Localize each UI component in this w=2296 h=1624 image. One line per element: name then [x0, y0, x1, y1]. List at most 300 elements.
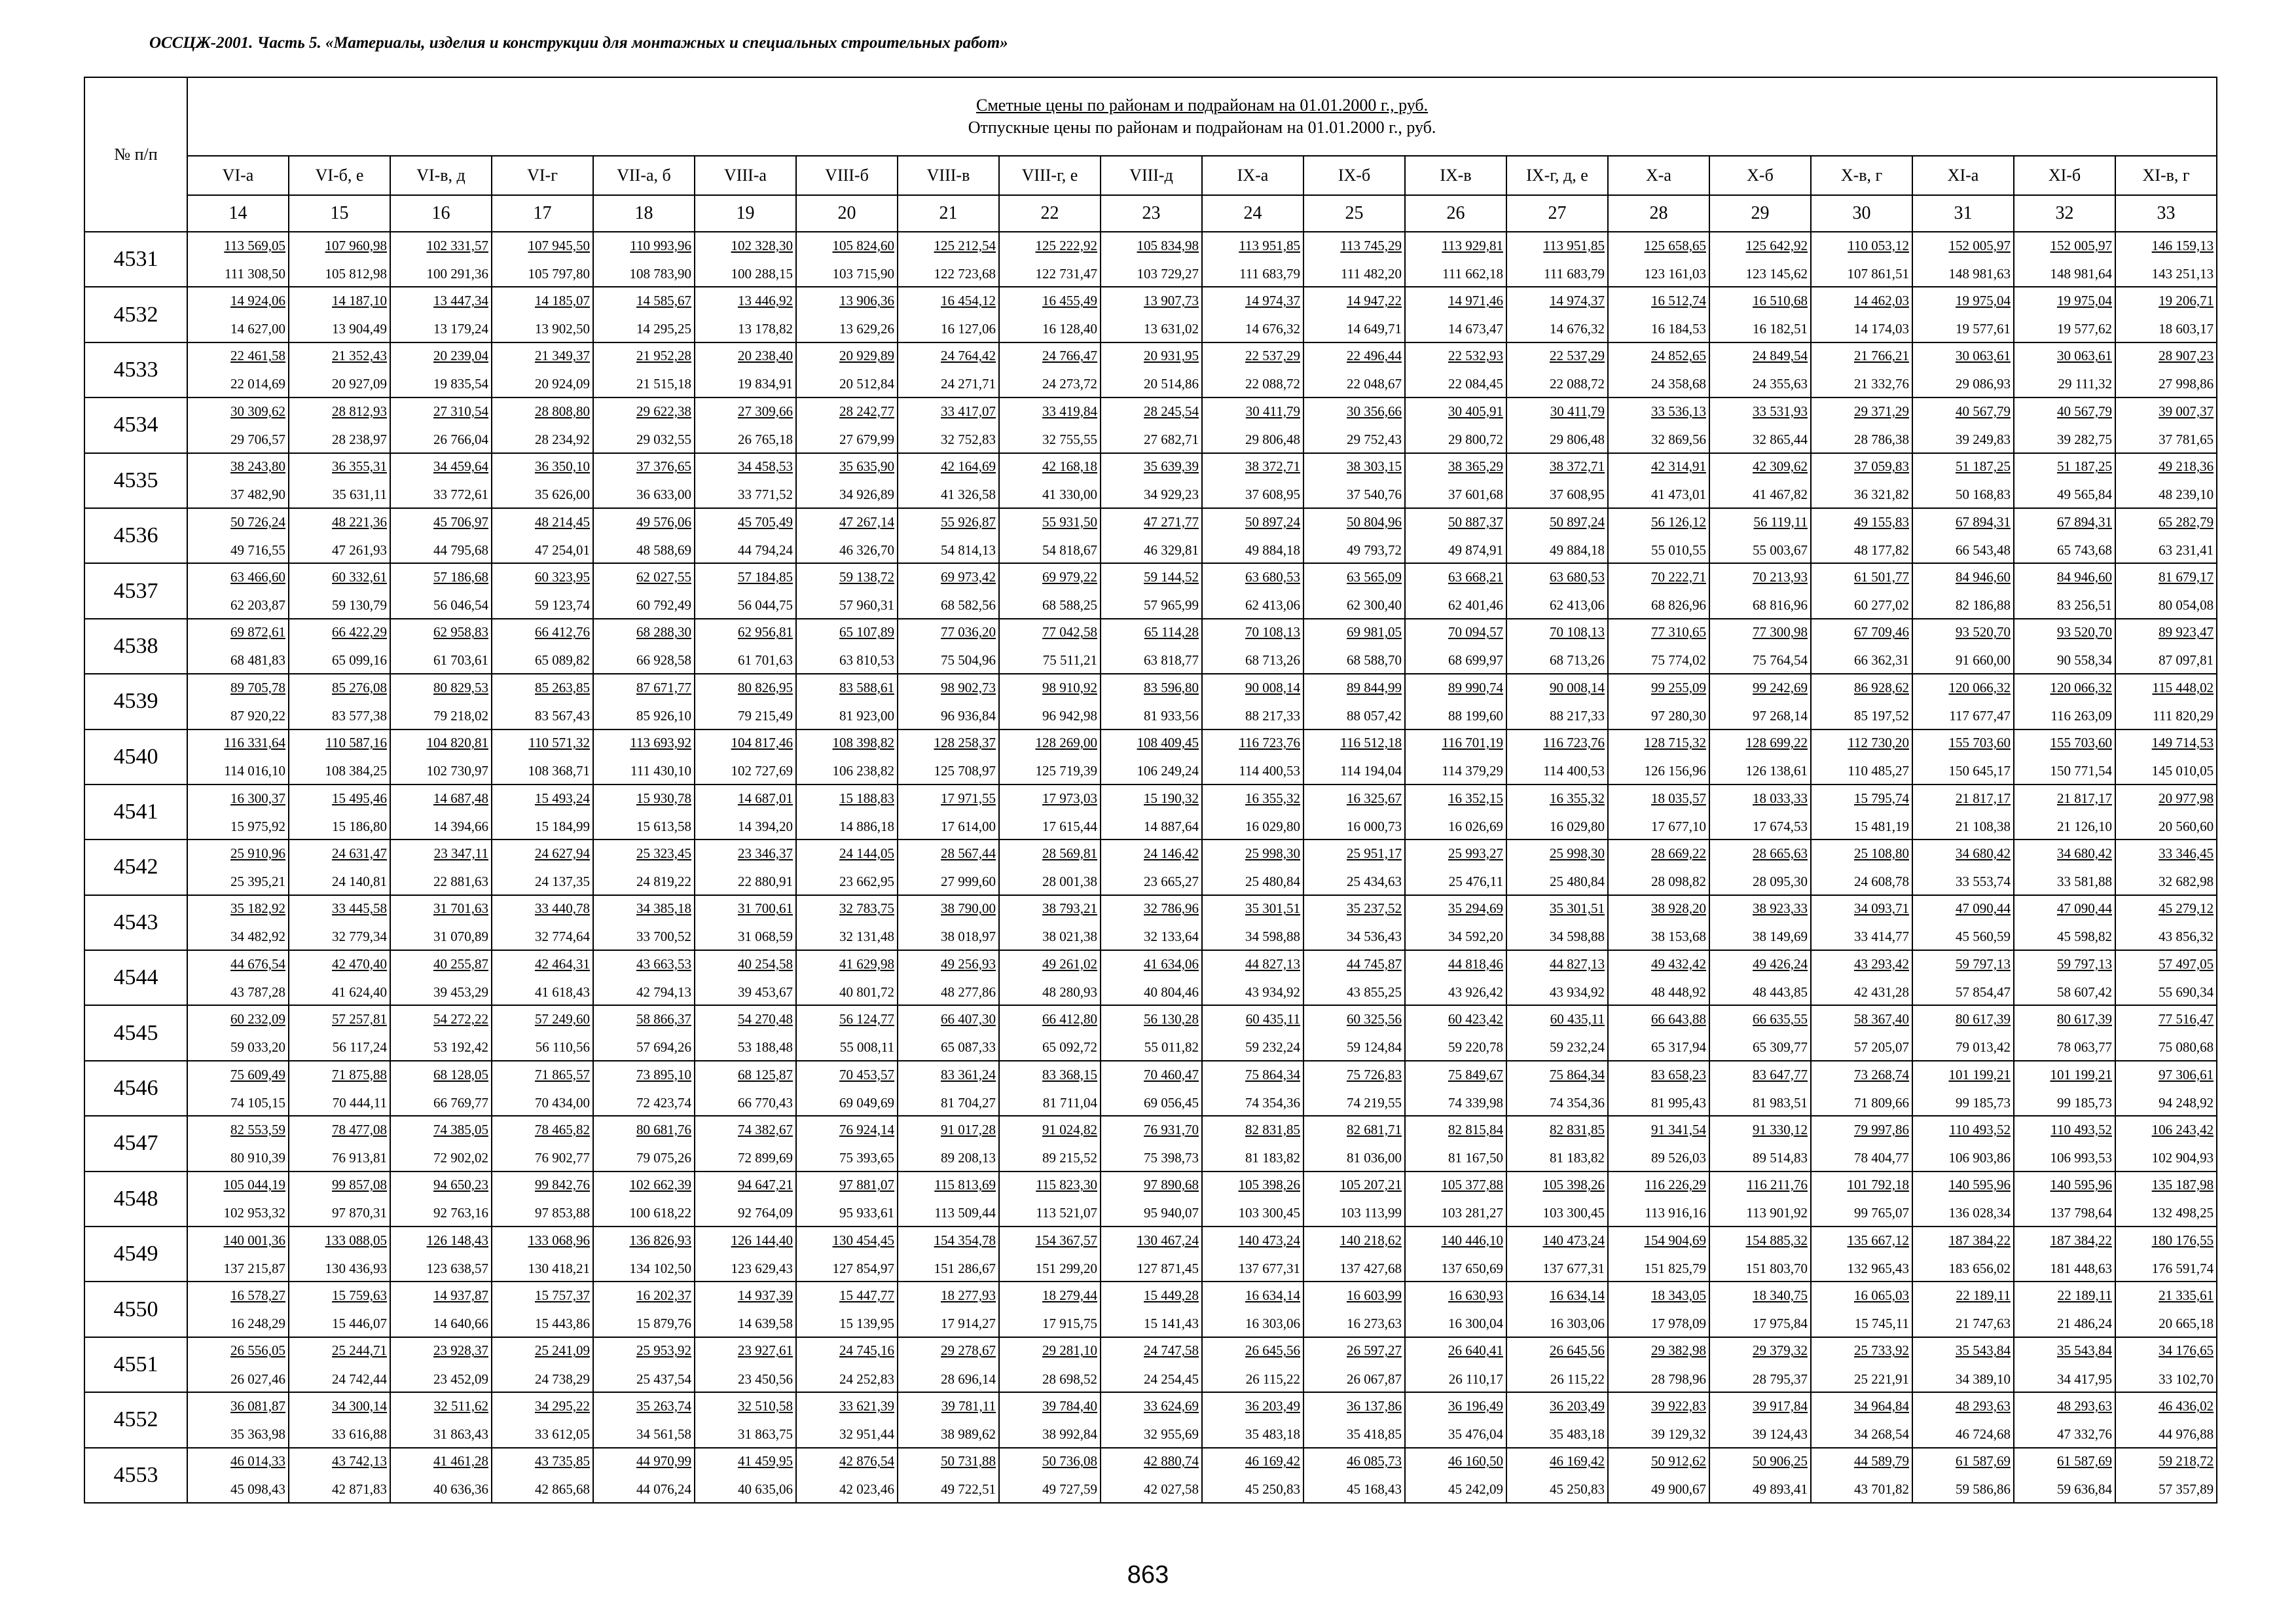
price-cell [695, 840, 796, 895]
row-number: 4532 [84, 287, 187, 342]
release-price: 33 700,52 [636, 929, 691, 945]
price-cell [1405, 397, 1506, 452]
price-cell [187, 453, 289, 508]
price-cell [898, 950, 999, 1005]
estimate-price: 112 730,20 [1848, 735, 1909, 751]
price-cell [492, 1448, 593, 1503]
price-cell [1202, 397, 1303, 452]
estimate-price: 75 864,34 [1245, 1066, 1300, 1082]
column-header: VII-а, б [593, 156, 695, 195]
estimate-price: 16 325,67 [1347, 790, 1402, 806]
estimate-price: 36 196,49 [1448, 1397, 1503, 1414]
estimate-price: 70 108,13 [1550, 624, 1605, 640]
estimate-price: 16 355,32 [1245, 790, 1300, 806]
release-price: 37 608,95 [1550, 487, 1605, 503]
release-price: 15 613,58 [636, 818, 691, 834]
release-price: 14 676,32 [1245, 321, 1300, 337]
estimate-price: 59 218,72 [2159, 1453, 2214, 1469]
estimate-price: 22 189,11 [1956, 1287, 2011, 1304]
estimate-price: 46 014,33 [230, 1453, 285, 1469]
release-price: 75 774,02 [1651, 652, 1706, 669]
release-price: 28 098,82 [1651, 873, 1706, 889]
price-cell [999, 342, 1101, 397]
release-price: 14 639,58 [738, 1316, 793, 1332]
price-cell [1303, 1227, 1405, 1282]
price-cell [1303, 895, 1405, 950]
release-price: 22 084,45 [1448, 376, 1503, 392]
release-price: 19 835,54 [433, 376, 488, 392]
price-cell [2014, 895, 2115, 950]
release-price: 31 863,75 [738, 1426, 793, 1442]
release-price: 114 400,53 [1239, 763, 1300, 779]
row-number: 4551 [84, 1337, 187, 1392]
price-cell [1709, 619, 1811, 674]
estimate-price: 26 645,56 [1550, 1342, 1605, 1359]
table-row [84, 840, 2217, 895]
price-cell [2115, 895, 2217, 950]
price-cell [390, 784, 492, 840]
release-price: 55 011,82 [1144, 1039, 1199, 1056]
estimate-price: 33 624,69 [1144, 1397, 1199, 1414]
price-cell [999, 950, 1101, 1005]
column-header: VIII-б [796, 156, 898, 195]
release-price: 35 631,11 [332, 487, 387, 503]
release-price: 81 167,50 [1448, 1149, 1503, 1166]
estimate-price: 116 211,76 [1747, 1177, 1808, 1193]
estimate-price: 22 461,58 [230, 348, 285, 364]
estimate-price: 14 687,01 [738, 790, 793, 806]
price-cell [796, 1337, 898, 1392]
price-cell [289, 840, 390, 895]
release-price: 54 814,13 [941, 542, 996, 558]
price-cell [492, 1116, 593, 1171]
release-price: 18 603,17 [2159, 321, 2214, 337]
release-price: 44 976,88 [2159, 1426, 2214, 1442]
estimate-price: 13 907,73 [1144, 293, 1199, 309]
release-price: 68 588,70 [1347, 652, 1402, 669]
price-cell [492, 287, 593, 342]
estimate-price: 38 365,29 [1448, 458, 1503, 475]
table-row [84, 1005, 2217, 1060]
release-price: 103 729,27 [1137, 265, 1199, 282]
price-cell [1303, 563, 1405, 618]
release-price: 23 662,95 [839, 873, 894, 889]
price-cell [999, 287, 1101, 342]
price-cell [187, 619, 289, 674]
estimate-price: 91 024,82 [1042, 1121, 1097, 1137]
estimate-price: 108 398,82 [832, 735, 894, 751]
estimate-price: 80 617,39 [2057, 1011, 2112, 1027]
row-number: 4537 [84, 563, 187, 618]
release-price: 31 863,43 [433, 1426, 488, 1442]
price-cell [796, 1116, 898, 1171]
release-price: 103 300,45 [1238, 1205, 1300, 1221]
price-cell [289, 950, 390, 1005]
release-price: 45 250,83 [1550, 1481, 1605, 1498]
release-price: 113 916,16 [1645, 1205, 1706, 1221]
release-price: 32 133,64 [1144, 929, 1199, 945]
estimate-price: 55 931,50 [1042, 513, 1097, 530]
release-price: 34 389,10 [1956, 1371, 2011, 1387]
release-price: 89 526,03 [1651, 1149, 1706, 1166]
estimate-price: 80 617,39 [1956, 1011, 2011, 1027]
estimate-price: 80 681,76 [636, 1121, 691, 1137]
price-cell [1912, 1005, 2014, 1060]
row-number: 4552 [84, 1392, 187, 1447]
price-cell [187, 397, 289, 452]
column-number-row [84, 195, 2217, 232]
row-number: 4545 [84, 1005, 187, 1060]
estimate-price: 35 543,84 [2057, 1342, 2112, 1359]
release-price: 100 618,22 [629, 1205, 691, 1221]
price-cell [593, 729, 695, 784]
estimate-price: 16 455,49 [1042, 293, 1097, 309]
estimate-price: 28 808,80 [535, 403, 590, 419]
release-price: 23 665,27 [1144, 873, 1199, 889]
release-price: 38 021,38 [1042, 929, 1097, 945]
estimate-price: 83 368,15 [1042, 1066, 1097, 1082]
column-number: 23 [1101, 195, 1202, 232]
estimate-price: 69 973,42 [941, 568, 996, 585]
estimate-price: 37 059,83 [1854, 458, 1909, 475]
estimate-price: 63 680,53 [1245, 568, 1300, 585]
estimate-price: 33 417,07 [941, 403, 996, 419]
estimate-price: 29 382,98 [1651, 1342, 1706, 1359]
estimate-price: 21 817,17 [2057, 790, 2112, 806]
price-cell [492, 508, 593, 563]
table-row [84, 397, 2217, 452]
price-cell [796, 1448, 898, 1503]
estimate-price: 42 876,54 [839, 1453, 894, 1469]
estimate-price: 39 922,83 [1651, 1397, 1706, 1414]
release-price: 108 368,71 [528, 763, 590, 779]
price-cell [187, 1227, 289, 1282]
price-cell [1303, 950, 1405, 1005]
estimate-price: 99 842,76 [535, 1177, 590, 1193]
estimate-price: 68 125,87 [738, 1066, 793, 1082]
release-price: 61 701,63 [738, 652, 793, 669]
release-price: 24 358,68 [1651, 376, 1706, 392]
estimate-price: 35 543,84 [1956, 1342, 2011, 1359]
release-price: 37 781,65 [2159, 431, 2214, 447]
estimate-price: 24 764,42 [941, 348, 996, 364]
release-price: 79 215,49 [738, 707, 793, 724]
estimate-price: 70 460,47 [1144, 1066, 1199, 1082]
estimate-price: 14 974,37 [1550, 293, 1605, 309]
release-price: 127 871,45 [1137, 1260, 1199, 1276]
release-price: 45 250,83 [1245, 1481, 1300, 1498]
price-cell [695, 1392, 796, 1447]
release-price: 74 354,36 [1245, 1094, 1300, 1111]
column-header: VIII-а [695, 156, 796, 195]
price-cell [1303, 1005, 1405, 1060]
release-price: 114 379,29 [1442, 763, 1503, 779]
release-price: 75 504,96 [941, 652, 996, 669]
release-price: 49 722,51 [941, 1481, 996, 1498]
row-number: 4547 [84, 1116, 187, 1171]
price-cell [492, 342, 593, 397]
estimate-price: 62 958,83 [433, 624, 488, 640]
price-cell [492, 895, 593, 950]
release-price: 113 509,44 [934, 1205, 996, 1221]
release-price: 38 149,69 [1753, 929, 1808, 945]
price-cell [390, 1005, 492, 1060]
estimate-price: 24 627,94 [535, 845, 590, 861]
table-row [84, 950, 2217, 1005]
estimate-price: 110 587,16 [325, 735, 387, 751]
row-number: 4541 [84, 784, 187, 840]
estimate-price: 18 035,57 [1651, 790, 1706, 806]
release-price: 16 127,06 [941, 321, 996, 337]
estimate-price: 59 138,72 [839, 568, 894, 585]
release-price: 90 558,34 [2057, 652, 2112, 669]
column-number: 26 [1405, 195, 1506, 232]
release-price: 41 330,00 [1042, 487, 1097, 503]
release-price: 103 281,27 [1441, 1205, 1503, 1221]
release-price: 107 861,51 [1847, 265, 1909, 282]
price-cell [1912, 950, 2014, 1005]
estimate-price: 66 407,30 [941, 1011, 996, 1027]
estimate-price: 35 301,51 [1550, 900, 1605, 917]
release-price: 85 926,10 [636, 707, 691, 724]
release-price: 65 099,16 [332, 652, 387, 669]
price-cell [999, 397, 1101, 452]
release-price: 132 498,25 [2151, 1205, 2214, 1221]
release-price: 74 339,98 [1448, 1094, 1503, 1111]
release-price: 151 825,79 [1644, 1260, 1706, 1276]
price-cell [796, 453, 898, 508]
price-cell [492, 784, 593, 840]
release-price: 69 056,45 [1144, 1094, 1199, 1111]
release-price: 28 234,92 [535, 431, 590, 447]
estimate-price: 35 301,51 [1245, 900, 1300, 917]
release-price: 31 070,89 [433, 929, 488, 945]
price-cell [898, 232, 999, 287]
estimate-price: 18 277,93 [941, 1287, 996, 1304]
estimate-price: 45 705,49 [738, 513, 793, 530]
price-cell [695, 1061, 796, 1116]
price-cell [1101, 453, 1202, 508]
estimate-price: 187 384,22 [1948, 1232, 2011, 1248]
release-price: 27 679,99 [839, 431, 894, 447]
release-price: 59 636,84 [2057, 1481, 2112, 1498]
release-price: 34 926,89 [839, 487, 894, 503]
release-price: 40 804,46 [1144, 984, 1199, 1000]
price-cell [2014, 950, 2115, 1005]
release-price: 49 884,18 [1550, 542, 1605, 558]
release-price: 38 992,84 [1042, 1426, 1097, 1442]
release-price: 113 901,92 [1746, 1205, 1808, 1221]
release-price: 132 965,43 [1847, 1260, 1909, 1276]
price-cell [1709, 1061, 1811, 1116]
price-cell [1101, 619, 1202, 674]
release-price: 34 268,54 [1854, 1426, 1909, 1442]
release-price: 130 418,21 [528, 1260, 590, 1276]
price-cell [796, 1172, 898, 1227]
price-cell [898, 674, 999, 729]
price-cell [289, 508, 390, 563]
estimate-price: 98 902,73 [941, 679, 996, 695]
release-price: 17 975,84 [1753, 1316, 1808, 1332]
price-cell [898, 1337, 999, 1392]
estimate-price: 43 293,42 [1854, 955, 1909, 972]
release-price: 102 953,32 [223, 1205, 285, 1221]
price-cell [1811, 563, 1912, 618]
price-cell [2014, 453, 2115, 508]
release-price: 14 394,66 [433, 818, 488, 834]
price-cell [187, 563, 289, 618]
release-price: 62 401,46 [1448, 597, 1503, 614]
price-cell [999, 895, 1101, 950]
estimate-price: 83 647,77 [1753, 1066, 1808, 1082]
release-price: 106 249,24 [1137, 763, 1199, 779]
release-price: 46 326,70 [839, 542, 894, 558]
price-cell [1405, 1172, 1506, 1227]
price-cell [2014, 619, 2115, 674]
price-cell [2115, 840, 2217, 895]
estimate-price: 68 128,05 [433, 1066, 488, 1082]
estimate-price: 66 412,76 [535, 624, 590, 640]
price-cell [695, 563, 796, 618]
price-cell [1912, 1061, 2014, 1116]
price-cell [289, 232, 390, 287]
estimate-price: 51 187,25 [2057, 458, 2112, 475]
estimate-price: 105 377,88 [1441, 1177, 1503, 1193]
estimate-price: 30 405,91 [1448, 403, 1503, 419]
estimate-price: 80 826,95 [738, 679, 793, 695]
price-cell [1608, 342, 1709, 397]
estimate-price: 102 662,39 [629, 1177, 691, 1193]
price-cell [1608, 1172, 1709, 1227]
table-row [84, 784, 2217, 840]
release-price: 24 137,35 [535, 873, 590, 889]
price-cell [492, 232, 593, 287]
estimate-price: 128 258,37 [934, 735, 996, 751]
release-price: 38 018,97 [941, 929, 996, 945]
estimate-price: 155 703,60 [2050, 735, 2112, 751]
price-cell [1912, 232, 2014, 287]
price-cell [1101, 1116, 1202, 1171]
price-cell [1811, 784, 1912, 840]
release-price: 23 452,09 [433, 1371, 488, 1387]
estimate-price: 16 510,68 [1753, 293, 1808, 309]
row-number: 4548 [84, 1172, 187, 1227]
estimate-price: 66 422,29 [332, 624, 387, 640]
estimate-price: 116 701,19 [1442, 735, 1503, 751]
release-price: 43 856,32 [2159, 929, 2214, 945]
estimate-price: 128 715,32 [1644, 735, 1706, 751]
estimate-price: 105 398,26 [1238, 1177, 1300, 1193]
column-number: 30 [1811, 195, 1912, 232]
price-cell [1405, 342, 1506, 397]
release-price: 21 126,10 [2057, 818, 2112, 834]
price-cell [1709, 453, 1811, 508]
price-cell [1202, 287, 1303, 342]
estimate-price: 73 895,10 [636, 1066, 691, 1082]
price-cell [289, 1005, 390, 1060]
release-price: 42 794,13 [636, 984, 691, 1000]
price-cell [999, 1005, 1101, 1060]
price-cell [1303, 397, 1405, 452]
price-cell [390, 287, 492, 342]
estimate-price: 38 793,21 [1042, 900, 1097, 917]
price-cell [1303, 1172, 1405, 1227]
release-price: 43 787,28 [230, 984, 285, 1000]
estimate-price: 140 473,24 [1542, 1232, 1605, 1248]
estimate-price: 28 665,63 [1753, 845, 1808, 861]
price-cell [593, 1172, 695, 1227]
price-cell [695, 1448, 796, 1503]
release-price: 15 745,11 [1854, 1316, 1909, 1332]
estimate-price: 21 335,61 [2159, 1287, 2214, 1304]
estimate-price: 34 680,42 [2057, 845, 2112, 861]
estimate-price: 110 053,12 [1848, 237, 1909, 253]
estimate-price: 18 033,33 [1753, 790, 1808, 806]
release-price: 106 238,82 [832, 763, 894, 779]
estimate-price: 42 168,18 [1042, 458, 1097, 475]
release-price: 63 810,53 [839, 652, 894, 669]
price-cell [1405, 1061, 1506, 1116]
estimate-price: 67 894,31 [2057, 513, 2112, 530]
release-price: 57 854,47 [1956, 984, 2011, 1000]
price-cell [1608, 784, 1709, 840]
release-price: 32 951,44 [839, 1426, 894, 1442]
price-cell [695, 895, 796, 950]
table-row [84, 453, 2217, 508]
estimate-price: 19 206,71 [2159, 293, 2214, 309]
estimate-price: 16 355,32 [1550, 790, 1605, 806]
release-price: 111 820,29 [2153, 707, 2214, 724]
release-price: 150 645,17 [1948, 763, 2011, 779]
price-cell [1303, 508, 1405, 563]
price-cell [1811, 1172, 1912, 1227]
price-cell [695, 1005, 796, 1060]
estimate-price: 70 108,13 [1245, 624, 1300, 640]
estimate-price: 77 310,65 [1651, 624, 1706, 640]
release-price: 27 999,60 [941, 873, 996, 889]
estimate-price: 125 658,65 [1644, 237, 1706, 253]
price-cell [1912, 397, 2014, 452]
estimate-price: 45 706,97 [433, 513, 488, 530]
price-cell [1608, 508, 1709, 563]
estimate-price: 115 813,69 [934, 1177, 996, 1193]
release-price: 56 117,24 [332, 1039, 387, 1056]
release-price: 45 242,09 [1448, 1481, 1503, 1498]
estimate-price: 93 520,70 [1956, 624, 2011, 640]
price-cell [1506, 1282, 1608, 1337]
price-cell [289, 1116, 390, 1171]
release-price: 79 013,42 [1956, 1039, 2011, 1056]
release-price: 97 853,88 [535, 1205, 590, 1221]
price-cell [2014, 1448, 2115, 1503]
estimate-price: 30 063,61 [2057, 348, 2112, 364]
release-price: 27 682,71 [1144, 431, 1199, 447]
release-price: 20 560,60 [2159, 818, 2214, 834]
estimate-price: 140 446,10 [1441, 1232, 1503, 1248]
column-number: 31 [1912, 195, 2014, 232]
price-cell [695, 1227, 796, 1282]
document-header: ОССЦЖ-2001. Часть 5. «Материалы, изделия и конструкции для монтажных и специальных строительных работ» [149, 34, 1008, 52]
estimate-price: 63 466,60 [230, 568, 285, 585]
estimate-price: 56 119,11 [1753, 513, 1808, 530]
release-price: 14 295,25 [636, 321, 691, 337]
estimate-price: 50 804,96 [1347, 513, 1402, 530]
estimate-price: 34 093,71 [1854, 900, 1909, 917]
estimate-price: 22 496,44 [1347, 348, 1402, 364]
column-number: 21 [898, 195, 999, 232]
estimate-price: 57 497,05 [2159, 955, 2214, 972]
price-cell [390, 397, 492, 452]
